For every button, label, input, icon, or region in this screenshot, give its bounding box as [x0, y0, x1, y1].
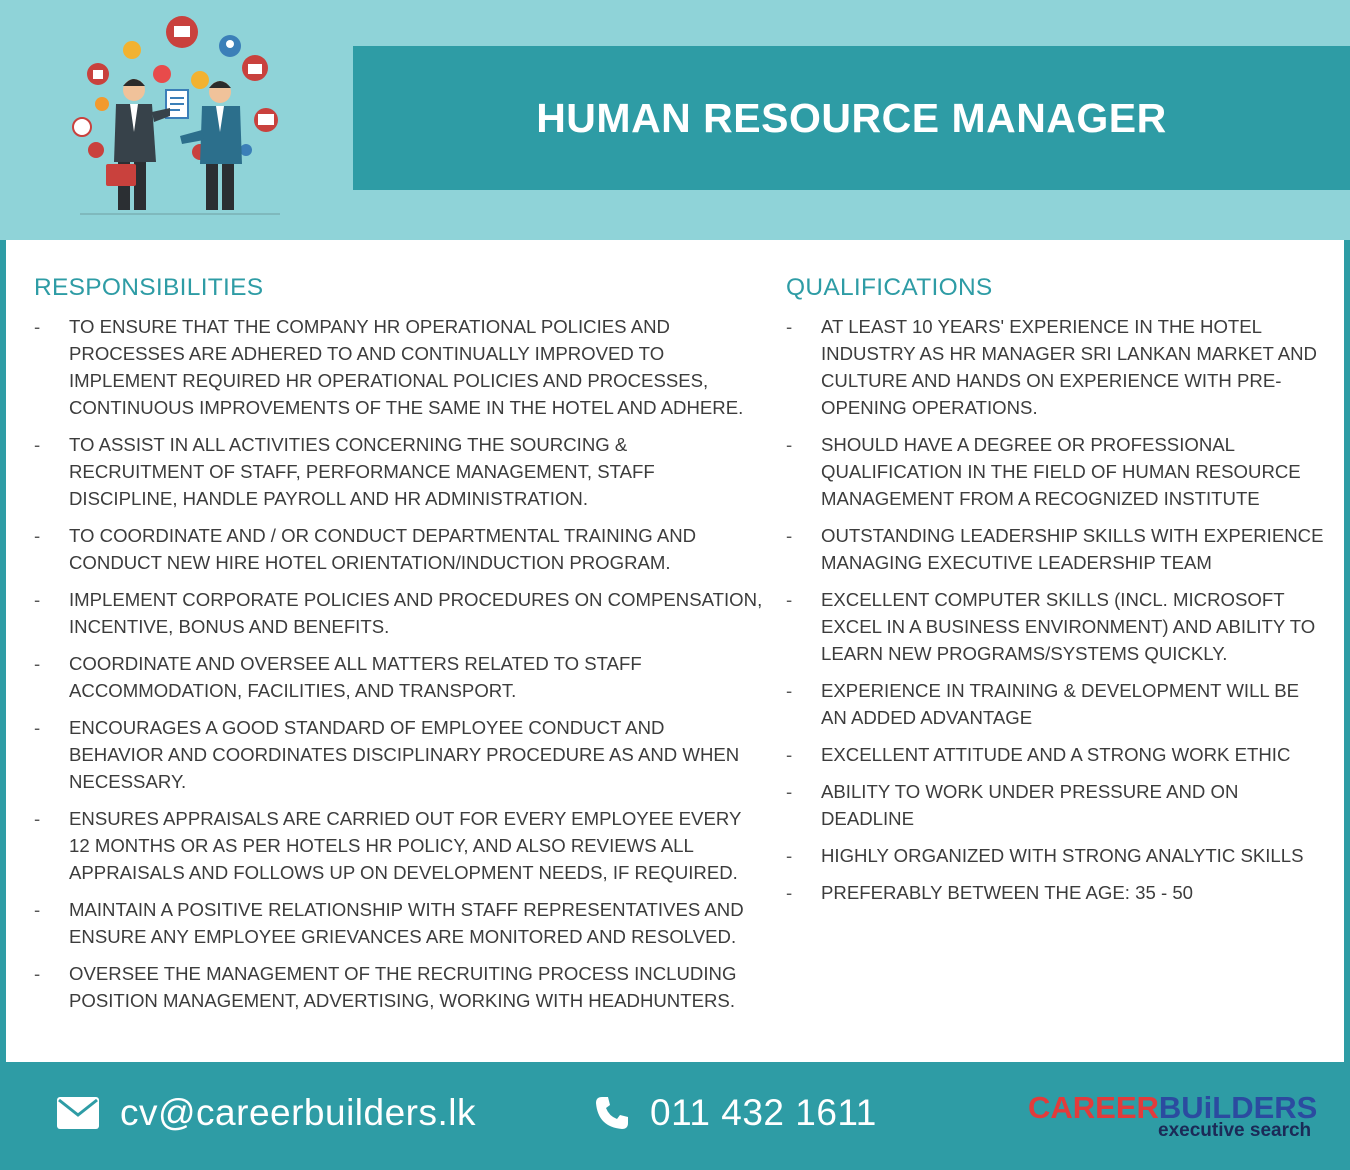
responsibilities-list	[34, 313, 764, 1014]
phone-icon	[594, 1095, 630, 1131]
list-item: - EXCELLENT ATTITUDE AND A STRONG WORK ETHIC	[786, 744, 1291, 765]
envelope-icon	[56, 1096, 100, 1130]
list-item: - OVERSEE THE MANAGEMENT OF THE RECRUITING PROCESS INCLUDING POSITION MANAGEMENT, ADVERTISING, WORKING WITH HEADHUNTERS.	[34, 963, 737, 1011]
list-item: - IMPLEMENT CORPORATE POLICIES AND PROCEDURES ON COMPENSATION, INCENTIVE, BONUS AND BENEFITS.	[34, 589, 763, 637]
header-banner	[0, 0, 1350, 240]
logo-wordmark: CAREERBUiLDERS	[1028, 1090, 1318, 1125]
list-item: - PREFERABLY BETWEEN THE AGE: 35 - 50	[786, 882, 1194, 903]
list-item: - COORDINATE AND OVERSEE ALL MATTERS RELATED TO STAFF ACCOMMODATION, FACILITIES, AND TRANSPORT.	[34, 653, 642, 701]
footer	[0, 1062, 1350, 1170]
hr-illustration	[70, 12, 300, 222]
qualifications-section	[786, 274, 1326, 916]
content-panel	[6, 240, 1344, 1062]
list-item: - SHOULD HAVE A DEGREE OR PROFESSIONAL QUALIFICATION IN THE FIELD OF HUMAN RESOURCE MANAGEMENT FROM A RECOGNIZED INSTITUTE	[786, 434, 1301, 509]
title-bar	[353, 46, 1350, 190]
email-address[interactable]: cv@careerbuilders.lk	[120, 1092, 477, 1133]
page-title: HUMAN RESOURCE MANAGER	[536, 94, 1167, 141]
list-item: - TO COORDINATE AND / OR CONDUCT DEPARTMENTAL TRAINING AND CONDUCT NEW HIRE HOTEL ORIENTATION/INDUCTION PROGRAM.	[34, 525, 697, 573]
list-item: - ABILITY TO WORK UNDER PRESSURE AND ON DEADLINE	[786, 781, 1239, 829]
phone-contact[interactable]	[594, 1092, 877, 1134]
list-item: - ENSURES APPRAISALS ARE CARRIED OUT FOR EVERY EMPLOYEE EVERY 12 MONTHS OR AS PER HOTELS HR POLICY, AND ALSO REVIEWS ALL APPRAISALS AND FOLLOWS UP ON DEVELOPMENT NEEDS, IF REQUIRED.	[34, 808, 742, 883]
list-item: - OUTSTANDING LEADERSHIP SKILLS WITH EXPERIENCE MANAGING EXECUTIVE LEADERSHIP TEAM	[786, 525, 1324, 573]
list-item: - HIGHLY ORGANIZED WITH STRONG ANALYTIC SKILLS	[786, 845, 1304, 866]
responsibilities-section	[34, 274, 764, 1024]
list-item: - TO ENSURE THAT THE COMPANY HR OPERATIONAL POLICIES AND PROCESSES ARE ADHERED TO AND CONTINUALLY IMPROVED TO IMPLEMENT REQUIRED HR OPERATIONAL POLICIES AND PROCESSES, CONTINUOUS IMPROVEMENTS OF THE SAME IN THE HOTEL AND ADHERE.	[34, 316, 744, 418]
list-item: - TO ASSIST IN ALL ACTIVITIES CONCERNING THE SOURCING & RECRUITMENT OF STAFF, PERFORMANCE MANAGEMENT, STAFF DISCIPLINE, HANDLE PAYROLL AND HR ADMINISTRATION.	[34, 434, 655, 509]
list-item: - AT LEAST 10 YEARS' EXPERIENCE IN THE HOTEL INDUSTRY AS HR MANAGER SRI LANKAN MARKET AND CULTURE AND HANDS ON EXPERIENCE WITH PRE-OPENING OPERATIONS.	[786, 316, 1317, 418]
careerbuilders-logo	[1028, 1090, 1318, 1141]
logo-tagline: executive search	[1158, 1120, 1312, 1141]
list-item: - ENCOURAGES A GOOD STANDARD OF EMPLOYEE CONDUCT AND BEHAVIOR AND COORDINATES DISCIPLINARY PROCEDURE AS AND WHEN NECESSARY.	[34, 717, 740, 792]
email-contact[interactable]	[56, 1092, 476, 1134]
list-item: - EXPERIENCE IN TRAINING & DEVELOPMENT WILL BE AN ADDED ADVANTAGE	[786, 680, 1300, 728]
responsibilities-heading: RESPONSIBILITIES	[34, 274, 264, 301]
list-item: - EXCELLENT COMPUTER SKILLS (INCL. MICROSOFT EXCEL IN A BUSINESS ENVIRONMENT) AND ABILITY TO LEARN NEW PROGRAMS/SYSTEMS QUICKLY.	[786, 589, 1316, 664]
qualifications-list	[786, 313, 1326, 906]
phone-number[interactable]: 011 432 1611	[650, 1092, 877, 1133]
list-item: - MAINTAIN A POSITIVE RELATIONSHIP WITH STAFF REPRESENTATIVES AND ENSURE ANY EMPLOYEE GRIEVANCES ARE MONITORED AND RESOLVED.	[34, 899, 744, 947]
qualifications-heading: QUALIFICATIONS	[786, 274, 993, 301]
